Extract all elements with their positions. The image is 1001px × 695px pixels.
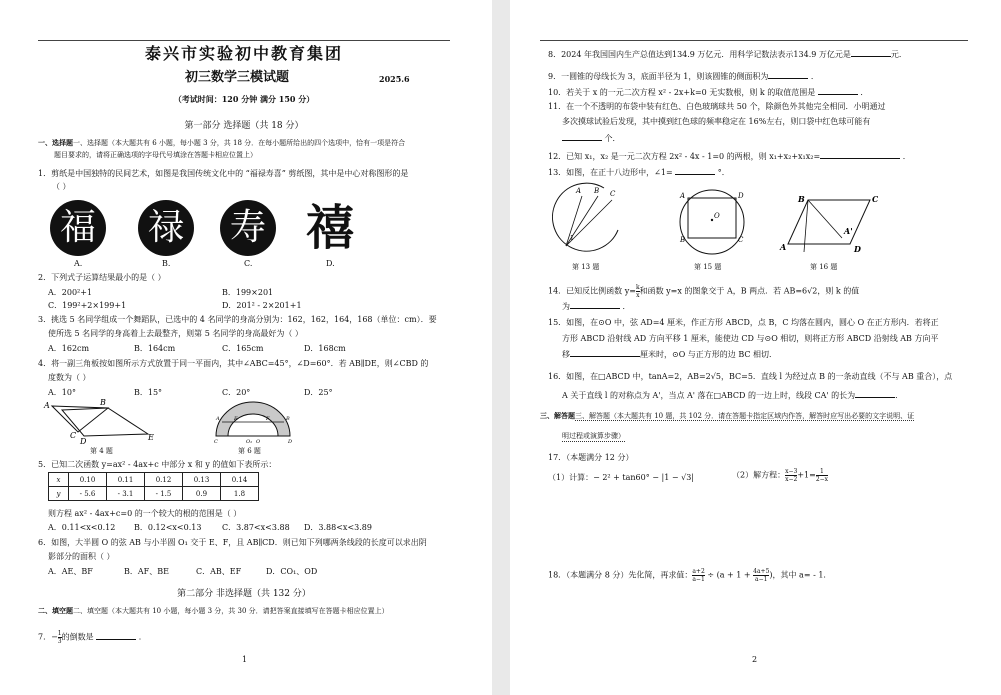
fig4-label-c: C — [70, 431, 77, 440]
q5-value-table — [48, 472, 259, 501]
section1-text: 一、选择题（本大题共有 6 小题，每小题 3 分，共 18 分．在每小题所给出的四个选项中，恰有一项是符合 — [73, 139, 406, 147]
fig6-label-e: E — [234, 416, 238, 422]
question-18 — [548, 568, 831, 583]
papercut-shou-image: 寿 — [220, 200, 276, 256]
q5-option-a: A．0.11<x<0.12 — [48, 523, 116, 532]
question-11-line-2: 多次摸球试验后发现，其中摸到红色球的频率稳定在 16%左右，则口袋中红色球可能有 — [562, 117, 871, 126]
section3-text: 三、解答题（本大题共有 10 题，共 102 分．请在答题卡指定区域内作答，解答时应写出必要的文字说明、证 — [575, 412, 915, 420]
q3-option-c: C．165cm — [222, 344, 264, 353]
figure-6-semicircles — [210, 398, 296, 444]
q7-answer-blank[interactable] — [96, 631, 136, 640]
question-5: 5．已知二次函数 y=ax² - 4ax+c 中部分 x 和 y 的值如下表所示： — [38, 460, 277, 469]
q18-suffix: )，其中 a= - 1． — [769, 570, 832, 580]
q1-option-a: A. — [74, 259, 83, 268]
fig13-label-b: B — [594, 187, 600, 195]
fig16-label-b: B — [798, 194, 805, 204]
q3-option-a: A．162cm — [48, 344, 90, 353]
q5-cell-x-4: 0.13 — [183, 473, 221, 487]
papercut-lu-image: 禄 — [138, 200, 194, 256]
school-title: 泰兴市实验初中教育集团 — [144, 44, 343, 63]
question-16: 16．如图，在□ABCD 中，tanA=2，AB=2√5，BC=5．直线 l 为经过点 B 的一条动直线（不与 AB 重合），点 — [548, 372, 953, 381]
question-1-paren: （ ） — [52, 182, 71, 191]
question-5-line-2: 则方程 ax² - 4ax+c=0 的一个较大的根的范围是（ ） — [48, 509, 242, 518]
fig15-label-b: B — [680, 236, 686, 244]
q5-option-b: B．0.12<x<0.13 — [134, 523, 202, 532]
question-3-line-2: 使所选 5 名同学的身高着上去最整齐，则第 5 名同学的身高最好为（ ） — [48, 329, 303, 338]
fig6-label-b: B — [286, 416, 290, 422]
fig16-label-d: D — [854, 244, 861, 254]
question-13 — [548, 166, 730, 178]
section2-instructions: 二、填空题二、填空题（本大题共有 10 小题，每小题 3 分，共 30 分．请把答案直接填写在答题卡相应位置上） — [38, 606, 389, 615]
q12-text: 12．已知 x₁，x₂ 是一元二次方程 2x² - 4x - 1=0 的两根，则 x₁+x₂+x₁x₂= — [548, 152, 821, 161]
q5-cell-x-3: 0.12 — [145, 473, 183, 487]
question-6: 6．如图，大半圆 O 的弦 AB 与小半圆 O₁ 交于 E、F，且 AB∥CD．则已知下列哪两条线段的长度可以求出阴 — [38, 538, 427, 547]
fig4-label-d: D — [80, 437, 87, 446]
figure-13-octadecagon — [552, 182, 622, 258]
q2-option-d: D．201² - 2×201+1 — [222, 301, 302, 310]
q9-text: 9．一圆锥的母线长为 3，底面半径为 1，则该圆锥的侧面积为 — [548, 72, 769, 81]
q4-option-a: A．10° — [48, 388, 76, 397]
q4-option-c: C．20° — [222, 388, 251, 397]
q16-answer-blank[interactable] — [855, 389, 895, 398]
question-11: 11．在一个不透明的布袋中装有红色、白色玻璃球共 50 个，除颜色外其他完全相同．小明通过 — [548, 102, 886, 111]
q13-end: °． — [717, 168, 730, 177]
figure-15-caption: 第 15 题 — [694, 263, 722, 271]
fig4-label-e: E — [148, 433, 154, 442]
question-6-line-2: 影部分的面积（ ） — [48, 552, 115, 561]
question-15-line-2: 方形 ABCD 沿射线 AD 方向平移 1 厘米，能使边 CD 与⊙O 相切，则将正方形 ABCD 沿射线 AB 方向平 — [562, 334, 939, 343]
section3-instructions-2: 明过程或演算步骤） — [562, 432, 625, 440]
q14-numerator: k — [635, 284, 640, 291]
q14-answer-blank[interactable] — [570, 300, 620, 309]
fig16-parallelogram — [788, 200, 870, 244]
fig4-label-b: B — [100, 398, 106, 407]
fig13-label-c: C — [610, 190, 616, 198]
fig13-arc — [553, 183, 618, 251]
q5-table-row-y — [49, 487, 259, 501]
fig6-label-f: F — [266, 416, 270, 422]
q7-suffix: 的倒数是 — [61, 632, 94, 642]
question-1: 1．剪纸是中国独特的民间艺术，如图是我国传统文化中的 “福禄寿喜” 剪纸图，其中是中心对称图形的是 — [38, 169, 409, 178]
q5-cell-y-4: 0.9 — [183, 487, 221, 501]
q4-option-d: D．25° — [304, 388, 333, 397]
question-8 — [548, 48, 907, 60]
q15-answer-blank[interactable] — [570, 348, 640, 357]
figure-16-caption: 第 16 题 — [810, 263, 838, 271]
q13-answer-blank[interactable] — [675, 166, 715, 175]
q5-cell-y-label: y — [49, 487, 69, 501]
top-rule — [38, 40, 450, 41]
q14-line2-text: 为 — [562, 302, 570, 311]
fig15-label-d: D — [738, 192, 744, 200]
question-11-line-3 — [562, 132, 621, 144]
q9-answer-blank[interactable] — [768, 70, 808, 79]
exam-title: 初三数学三模试题 — [185, 70, 290, 85]
question-14 — [548, 284, 859, 299]
question-9: 9．一圆锥的母线长为 3，底面半径为 1，则该圆锥的侧面积为 ． — [548, 72, 819, 81]
q8-text: 8．2024 年我国国内生产总值达到134.9 万亿元．用科学记数法表示134.9 万亿元是 — [548, 50, 851, 59]
q18-denominator-1: a−1 — [692, 576, 705, 583]
q5-table-row-x — [49, 473, 259, 487]
q18-fraction-1 — [692, 568, 704, 583]
q6-option-b: B．AF、BE — [124, 567, 169, 576]
question-17-part-1: （1）计算：− 2² + tan60° − |1 − √3| — [548, 473, 694, 482]
q1-option-c: C. — [244, 259, 253, 268]
fig15-label-a: A — [680, 192, 686, 200]
q11-end: 个． — [604, 134, 621, 143]
q5-cell-y-5: 1.8 — [221, 487, 259, 501]
question-10: 10．若关于 x 的一元二次方程 x² - 2x+k=0 无实数根，则 k 的取值范围是 ． — [548, 88, 869, 97]
q18-numerator-1: a+2 — [692, 568, 705, 575]
q11-answer-blank[interactable] — [562, 132, 602, 141]
papercut-fu-image: 福 — [50, 200, 106, 256]
figure-4-caption: 第 4 题 — [90, 447, 113, 455]
q16-end: ． — [895, 391, 904, 400]
q17-2-numerator-2: 1 — [816, 468, 828, 476]
q5-cell-y-3: - 1.5 — [145, 487, 183, 501]
q6-option-d: D．CO₁、OD — [266, 567, 318, 576]
q17-2-mid: +1= — [797, 470, 816, 480]
q3-option-b: B．164cm — [134, 344, 176, 353]
question-16-line-2 — [562, 389, 903, 401]
question-3: 3．挑选 5 名同学组成一个舞蹈队，已选中的 4 名同学的身高分别为：162，162，164，168（单位：cm）．要 — [38, 315, 437, 324]
fig15-square — [688, 198, 736, 238]
fig15-center-dot — [711, 219, 713, 221]
q17-2-denominator-2: 2−x — [815, 476, 829, 483]
fig6-label-a: A — [216, 416, 220, 422]
section3-instructions: 三、解答题三、解答题（本大题共有 10 题，共 102 分．请在答题卡指定区域内作答，解答时应写出必要的文字说明、证 — [540, 411, 915, 420]
q4-option-b: B．15° — [134, 388, 163, 397]
question-2: 2．下列式子运算结果最小的是（ ） — [38, 273, 166, 282]
figure-15-circle-square — [676, 188, 748, 260]
q18-fraction-2 — [753, 568, 769, 583]
q7-numerator: 1 — [57, 630, 62, 637]
q6-option-a: A．AE、BF — [48, 567, 93, 576]
question-15: 15．如图，在⊙O 中，弦 AD=4 厘米，作正方形 ABCD，点 B，C 均落在圆内，圆心 O 在正方形内．若将正 — [548, 318, 939, 327]
question-17-part-2 — [732, 468, 828, 483]
fig4-label-a: A — [44, 401, 50, 410]
q13-text: 13．如图，在正十八边形中，∠1= — [548, 168, 673, 177]
q1-option-d: D. — [326, 259, 335, 268]
question-4: 4．将一副三角板按如图所示方式放置于同一平面内，其中∠ABC=45°，∠D=60°．若 AB∥DE，则∠CBD 的 — [38, 359, 429, 368]
q18-denominator-2: a−1 — [755, 576, 768, 583]
q7-denominator: 3 — [57, 638, 62, 645]
figure-16-parallelogram — [778, 190, 878, 256]
fig15-label-o: O — [714, 212, 720, 220]
fig6-label-c: C — [214, 439, 218, 444]
fig16-label-a: A — [780, 242, 787, 252]
section2-text: 二、填空题（本大题共有 10 小题，每小题 3 分，共 30 分．请把答案直接填写在答题卡相应位置上） — [73, 607, 389, 615]
q15-line3-suffix: 厘米时，⊙O 与正方形的边 BC 相切． — [640, 350, 778, 359]
q5-option-d: D．3.88<x<3.89 — [304, 523, 372, 532]
q5-option-c: C．3.87<x<3.88 — [222, 523, 290, 532]
q2-option-c: C．199²+2×199+1 — [48, 301, 127, 310]
q14-prefix: 14．已知反比例函数 y= — [548, 286, 636, 296]
fig6-label-o1: O₁ — [246, 439, 253, 444]
fig15-circle — [680, 190, 744, 254]
fig6-label-o: O — [256, 439, 261, 444]
q1-option-b: B. — [162, 259, 171, 268]
figure-4-triangles — [40, 396, 160, 446]
q8-end: 元． — [890, 50, 907, 59]
fig16-label-a-prime: A' — [844, 226, 853, 236]
q15-line3-prefix: 移 — [562, 350, 570, 359]
q18-numerator-2: 4a+5 — [753, 568, 770, 575]
fig13-label-1: 1 — [570, 235, 574, 242]
question-15-line-3 — [562, 348, 777, 360]
question-7: 7．− $\frac{1}{3}$ 的倒数是 ． — [38, 630, 147, 645]
fig16-line-l — [808, 200, 842, 238]
q17-2-fraction-2 — [816, 468, 828, 483]
q7-prefix: 7．− — [38, 632, 58, 642]
fig4-triangle-1 — [52, 406, 108, 432]
q10-text: 10．若关于 x 的一元二次方程 x² - 2x+k=0 无实数根，则 k 的取值范围是 — [548, 88, 816, 97]
q14-suffix: 和函数 y=x 的图象交于 A，B 两点．若 AB=6√2，则 k 的值 — [639, 286, 860, 296]
question-14-line-2: 为 ． — [562, 302, 631, 311]
q6-option-c: C．AB、EF — [196, 567, 242, 576]
section1-instructions: 一、选择题一、选择题（本大题共有 6 小题，每小题 3 分，共 18 分．在每小题所给出的四个选项中，恰有一项是符合 — [38, 138, 406, 147]
q5-cell-x-2: 0.11 — [107, 473, 145, 487]
q17-2-fraction-1 — [785, 468, 797, 483]
q16-line2-text: A 关于直线 l 的对称点为 A'，当点 A' 落在□ABCD 的一边上时，线段 CA' 的长为 — [562, 391, 856, 400]
q14-denominator: x — [636, 292, 640, 299]
q18-mid: ÷ (a + 1 + — [707, 570, 751, 580]
exam-page-2 — [510, 0, 1001, 695]
figure-13-caption: 第 13 题 — [572, 263, 600, 271]
q5-cell-x-1: 0.10 — [69, 473, 107, 487]
page-number-1: 1 — [242, 655, 248, 664]
q17-2-numerator-1: x−3 — [785, 468, 798, 475]
question-4-line-2: 度数为（ ） — [48, 373, 91, 382]
q17-2-denominator-1: x−2 — [785, 476, 798, 483]
page-number-2: 2 — [752, 655, 758, 664]
section1-instructions-2: 题目要求的，请将正确选项的字母代号填涂在答题卡相应位置上） — [54, 151, 257, 159]
fig15-label-c: C — [738, 236, 744, 244]
fig6-label-d: D — [288, 439, 293, 444]
exam-info: （考试时间：120 分钟 满分 150 分） — [173, 94, 315, 104]
figure-6-caption: 第 6 题 — [238, 447, 261, 455]
q5-cell-y-2: - 3.1 — [107, 487, 145, 501]
q5-cell-x-5: 0.14 — [221, 473, 259, 487]
top-rule-2 — [540, 40, 968, 41]
fig16-label-c: C — [872, 194, 878, 204]
q18-prefix: 18．（本题满分 8 分）先化简，再求值： — [548, 570, 693, 580]
q17-2-prefix: （2）解方程： — [732, 470, 786, 480]
q5-cell-x-label: x — [49, 473, 69, 487]
question-12: 12．已知 x₁，x₂ 是一元二次方程 2x² - 4x - 1=0 的两根，则 x₁+x₂+x₁x₂= ． — [548, 152, 911, 161]
papercut-xi-image: 禧 — [302, 200, 358, 256]
q5-cell-y-1: - 5.6 — [69, 487, 107, 501]
part1-heading: 第一部分 选择题（共 18 分） — [184, 121, 304, 131]
q8-answer-blank[interactable] — [851, 48, 891, 57]
exam-date: 2025.6 — [379, 74, 410, 84]
q2-option-b: B．199×201 — [222, 288, 274, 297]
q2-option-a: A．200²+1 — [48, 288, 93, 297]
q10-answer-blank[interactable] — [818, 86, 858, 95]
q3-option-d: D．168cm — [304, 344, 346, 353]
q12-answer-blank[interactable] — [820, 150, 900, 159]
question-17: 17．（本题满分 12 分） — [548, 453, 634, 462]
exam-page-1 — [0, 0, 492, 695]
fig13-label-a: A — [576, 187, 582, 195]
part2-heading: 第二部分 非选择题（共 132 分） — [177, 589, 311, 599]
